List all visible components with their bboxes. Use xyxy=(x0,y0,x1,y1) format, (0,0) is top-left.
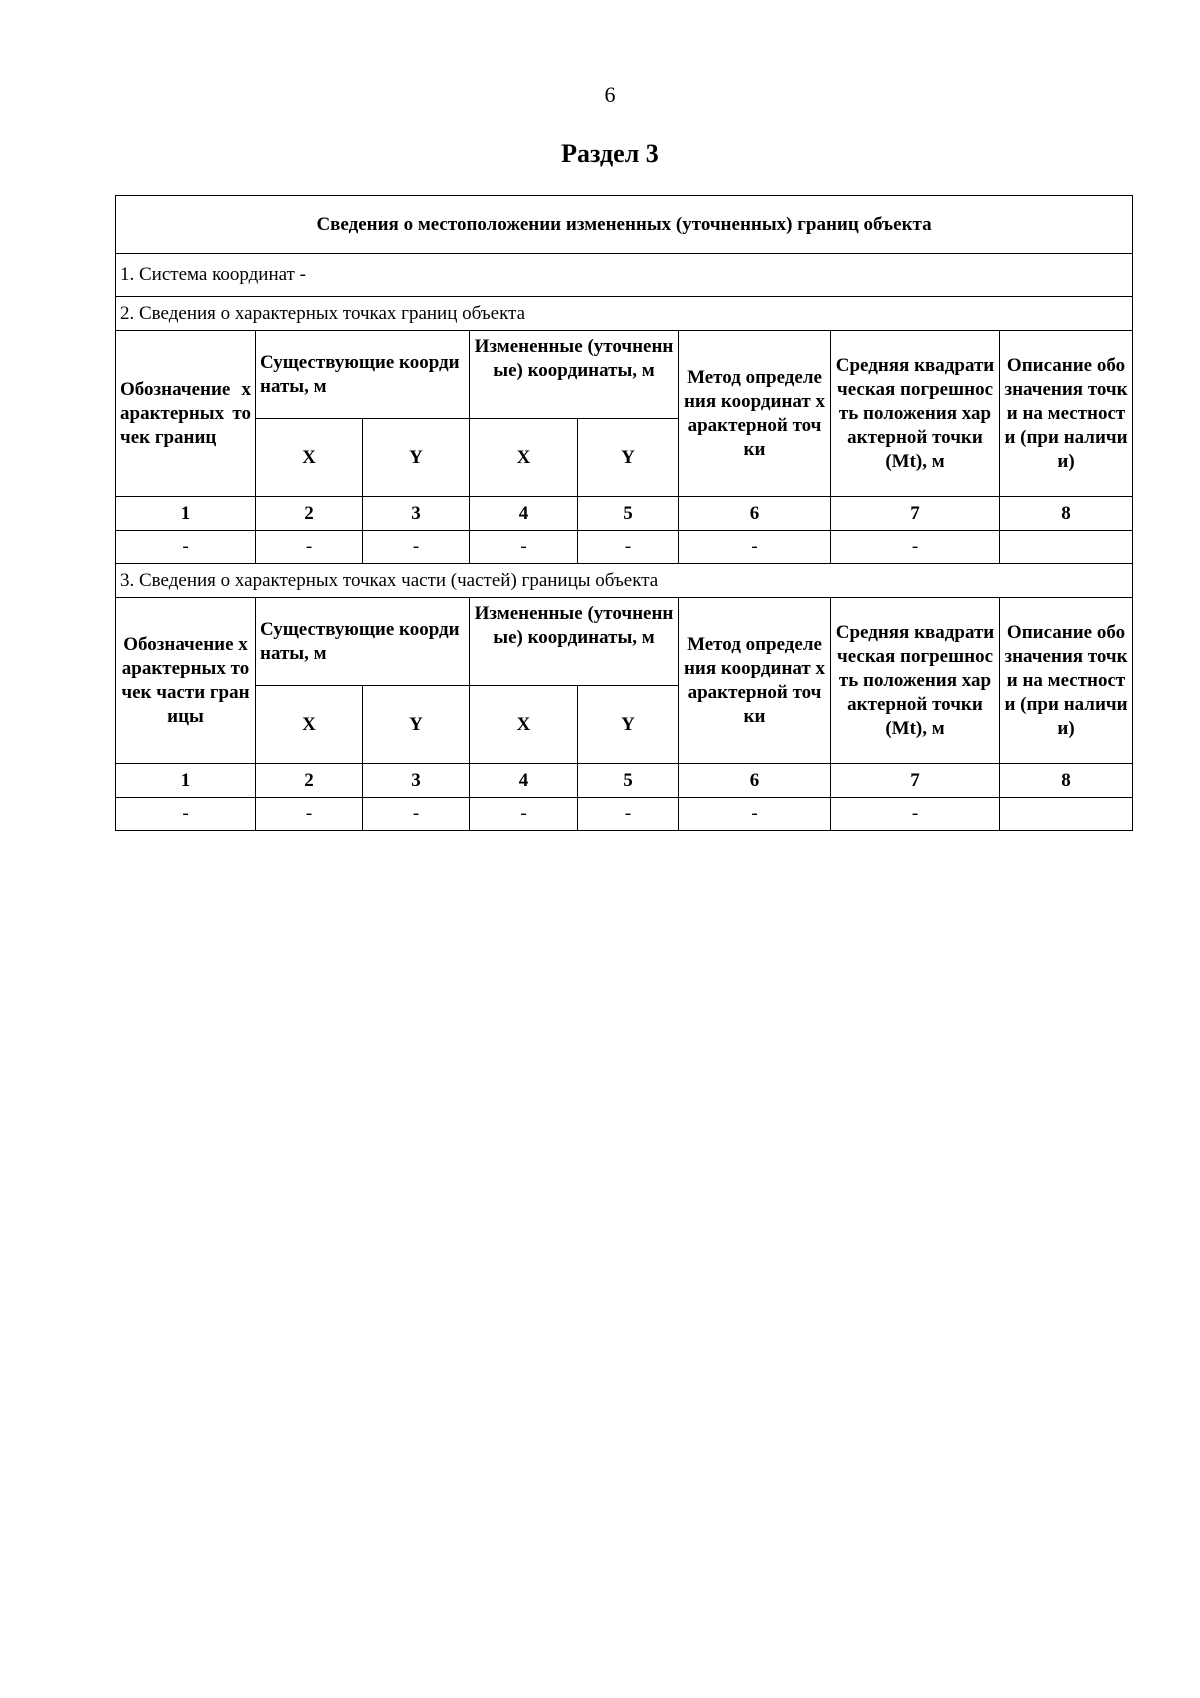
column-number: 1 xyxy=(116,497,256,531)
existing-x-header: X xyxy=(256,419,363,497)
column-number: 6 xyxy=(679,764,831,798)
table-title: Сведения о местоположении измененных (уточненных) границ объекта xyxy=(116,196,1133,254)
column-numbers-row xyxy=(116,497,1133,531)
table-cell: - xyxy=(116,798,256,831)
col-existing-coords-header-2: Существующие координаты, м xyxy=(256,598,470,686)
column-number: 3 xyxy=(363,497,470,531)
table-cell: - xyxy=(256,798,363,831)
page-number: 6 xyxy=(604,82,616,107)
table-cell: - xyxy=(470,531,578,564)
table-cell: - xyxy=(578,798,679,831)
col-point-designation-header: Обозначение характерных точек границ xyxy=(116,331,256,497)
table-cell: - xyxy=(679,531,831,564)
table-cell: - xyxy=(831,798,1000,831)
existing-y-header: Y xyxy=(363,419,470,497)
table-cell: - xyxy=(470,798,578,831)
boundary-points-table xyxy=(115,195,1133,831)
table-cell: - xyxy=(831,531,1000,564)
part-points-caption: 3. Сведения о характерных точках части (частей) границы объекта xyxy=(116,564,1133,598)
column-number: 2 xyxy=(256,497,363,531)
column-number: 4 xyxy=(470,764,578,798)
existing-y-header-2: Y xyxy=(363,686,470,764)
column-number: 8 xyxy=(1000,497,1133,531)
table-cell: - xyxy=(256,531,363,564)
col-method-header-2: Метод определения координат характерной точки xyxy=(679,598,831,764)
col-part-point-designation-header: Обозначение характерных точек части границы xyxy=(116,598,256,764)
column-number: 1 xyxy=(116,764,256,798)
table-cell: - xyxy=(363,798,470,831)
column-number: 7 xyxy=(831,497,1000,531)
col-changed-coords-header-2: Измененные (уточненные) координаты, м xyxy=(470,598,679,686)
col-method-header: Метод определения координат характерной точки xyxy=(679,331,831,497)
table-cell: - xyxy=(363,531,470,564)
table-cell xyxy=(1000,531,1133,564)
changed-y-header: Y xyxy=(578,419,679,497)
table-row xyxy=(116,531,1133,564)
table-cell: - xyxy=(116,531,256,564)
column-number: 5 xyxy=(578,497,679,531)
col-description-header-2: Описание обозначения точки на местности (при наличии) xyxy=(1000,598,1133,764)
table-cell xyxy=(1000,798,1133,831)
boundary-points-caption: 2. Сведения о характерных точках границ объекта xyxy=(116,297,1133,331)
table-cell: - xyxy=(578,531,679,564)
column-numbers-row-2 xyxy=(116,764,1133,798)
column-number: 7 xyxy=(831,764,1000,798)
col-description-header: Описание обозначения точки на местности (при наличии) xyxy=(1000,331,1133,497)
table-cell: - xyxy=(679,798,831,831)
changed-x-header: X xyxy=(470,419,578,497)
column-number: 3 xyxy=(363,764,470,798)
changed-y-header-2: Y xyxy=(578,686,679,764)
col-changed-coords-header: Измененные (уточненные) координаты, м xyxy=(470,331,679,419)
col-error-header: Средняя квадратическая погрешность положения характерной точки (Mt), м xyxy=(831,331,1000,497)
column-number: 4 xyxy=(470,497,578,531)
section-title: Раздел 3 xyxy=(561,139,659,168)
coordinate-system-row: 1. Система координат - xyxy=(116,254,1133,297)
existing-x-header-2: X xyxy=(256,686,363,764)
changed-x-header-2: X xyxy=(470,686,578,764)
col-existing-coords-header: Существующие координаты, м xyxy=(256,331,470,419)
col-error-header-2: Средняя квадратическая погрешность положения характерной точки (Mt), м xyxy=(831,598,1000,764)
column-number: 5 xyxy=(578,764,679,798)
table-row xyxy=(116,798,1133,831)
column-number: 2 xyxy=(256,764,363,798)
column-number: 8 xyxy=(1000,764,1133,798)
column-number: 6 xyxy=(679,497,831,531)
